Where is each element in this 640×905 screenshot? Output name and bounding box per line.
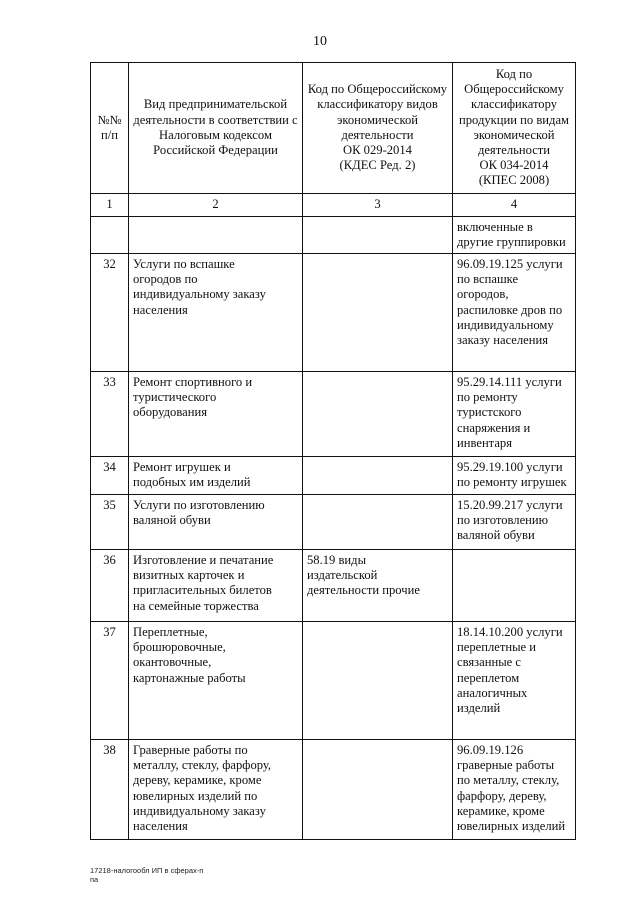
row-num: 36 (91, 550, 129, 622)
header-activity: Вид предпринимательской деятельности в соответствии с Налоговым кодексом Российской Федерации (129, 63, 303, 194)
row-num (91, 216, 129, 253)
table-row (91, 372, 576, 457)
row-num: 37 (91, 622, 129, 740)
row-activity (129, 216, 303, 253)
column-number: 4 (453, 193, 576, 216)
table-row (91, 622, 576, 740)
column-number: 3 (303, 193, 453, 216)
row-activity: Ремонт игрушек и подобных им изделий (129, 457, 303, 495)
row-activity: Переплетные, брошюровочные, окантовочные, картонажные работы (129, 622, 303, 740)
column-number: 2 (129, 193, 303, 216)
header-okved: Код по Общероссийскому классификатору видов экономической деятельности ОК 029-2014 (КДЕС Ред. 2) (303, 63, 453, 194)
table-row (91, 550, 576, 622)
row-okpd: 96.09.19.126 граверные работы по металлу, стеклу, фарфору, дереву, керамике, кроме ювелирных изделий (453, 740, 576, 840)
row-okved (303, 495, 453, 550)
activity-codes-table (90, 62, 576, 840)
row-num: 35 (91, 495, 129, 550)
row-okved (303, 622, 453, 740)
row-activity: Услуги по вспашке огородов по индивидуальному заказу населения (129, 254, 303, 372)
row-activity: Изготовление и печатание визитных карточек и пригласительных билетов на семейные торжества (129, 550, 303, 622)
row-okpd (453, 550, 576, 622)
header-row (91, 63, 576, 194)
row-okved (303, 740, 453, 840)
table-row (91, 254, 576, 372)
continuation-row (91, 216, 576, 253)
row-okved (303, 372, 453, 457)
table-row (91, 457, 576, 495)
row-num: 34 (91, 457, 129, 495)
footer-filename: 17218-налогообл ИП в сферах-п (90, 866, 204, 875)
row-activity: Ремонт спортивного и туристического оборудования (129, 372, 303, 457)
row-okved (303, 254, 453, 372)
row-okved (303, 457, 453, 495)
row-okved: 58.19 виды издательской деятельности прочие (303, 550, 453, 622)
row-activity: Услуги по изготовлению валяной обуви (129, 495, 303, 550)
row-num: 33 (91, 372, 129, 457)
column-number: 1 (91, 193, 129, 216)
row-okpd: 15.20.99.217 услуги по изготовлению валяной обуви (453, 495, 576, 550)
row-num: 32 (91, 254, 129, 372)
page-number: 10 (313, 34, 327, 49)
column-number-row (91, 193, 576, 216)
row-activity: Граверные работы по металлу, стеклу, фарфору, дереву, керамике, кроме ювелирных изделий по индивидуальному заказу населения (129, 740, 303, 840)
row-okved (303, 216, 453, 253)
header-okpd: Код по Общероссийскому классификатору продукции по видам экономической деятельности ОК 034-2014 (КПЕС 2008) (453, 63, 576, 194)
row-okpd: 96.09.19.125 услуги по вспашке огородов, распиловке дров по индивидуальному заказу населения (453, 254, 576, 372)
row-okpd: 95.29.14.111 услуги по ремонту туристского снаряжения и инвентаря (453, 372, 576, 457)
row-okpd: включенные в другие группировки (453, 216, 576, 253)
document-footer (90, 866, 203, 884)
row-num: 38 (91, 740, 129, 840)
table-row (91, 495, 576, 550)
table-row (91, 740, 576, 840)
header-num: №№ п/п (91, 63, 129, 194)
row-okpd: 95.29.19.100 услуги по ремонту игрушек (453, 457, 576, 495)
row-okpd: 18.14.10.200 услуги переплетные и связанные с переплетом аналогичных изделий (453, 622, 576, 740)
footer-filename-cont: па (90, 875, 99, 884)
